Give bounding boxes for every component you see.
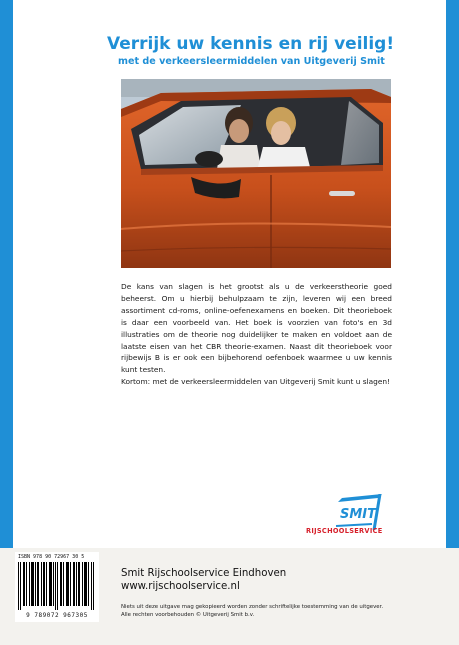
logo-text: RIJSCHOOLSERVICE: [306, 527, 383, 535]
svg-text:SMIT: SMIT: [340, 507, 377, 522]
body-paragraph-1: De kans van slagen is het grootst als u de verkeerstheorie goed beheerst. Om u hierbij behulpzaam te zijn, leveren wij een breed assortiment cd-roms, online-oefenexamens en boeken. Dit theorieboek is daar een voorbeeld van. Het boek is voorzien van foto's en 3d illustraties om de theorie nog duidelijker te maken en voldoet aan de laatste eisen van het CBR theorie-examen. Naast dit theorieboek voor rijbewijs B is er ook een bijbehorend oefenboek waarmee u uw kennis kunt testen.: [121, 282, 392, 375]
isbn-label: ISBN 978 90 72967 30 5: [18, 554, 85, 560]
legal-notice: [121, 603, 441, 619]
smit-logo: [306, 494, 386, 540]
publisher-website[interactable]: www.rijschoolservice.nl: [121, 581, 240, 592]
barcode-bars: [18, 562, 96, 610]
barcode: [15, 552, 99, 622]
publisher-name: Smit Rijschoolservice Eindhoven: [121, 568, 287, 579]
smit-logo-mark: [334, 494, 386, 530]
subheadline: met de verkeersleermiddelen van Uitgeverij Smit: [118, 56, 385, 67]
legal-line-2: Alle rechten voorbehouden © Uitgeverij Smit b.v.: [121, 612, 255, 619]
body-paragraph-2: Kortom: met de verkeersleermiddelen van Uitgeverij Smit kunt u slagen!: [121, 377, 391, 387]
barcode-digits: 9 789072 967305: [26, 612, 88, 619]
body-text: [121, 281, 392, 388]
legal-line-1: Niets uit deze uitgave mag gekopieerd worden zonder schriftelijke toestemming van de uitgever.: [121, 604, 384, 610]
right-blue-band: [446, 0, 459, 548]
left-blue-band: [0, 0, 13, 548]
car-photo: [121, 79, 391, 268]
headline: Verrijk uw kennis en rij veilig!: [107, 34, 395, 54]
